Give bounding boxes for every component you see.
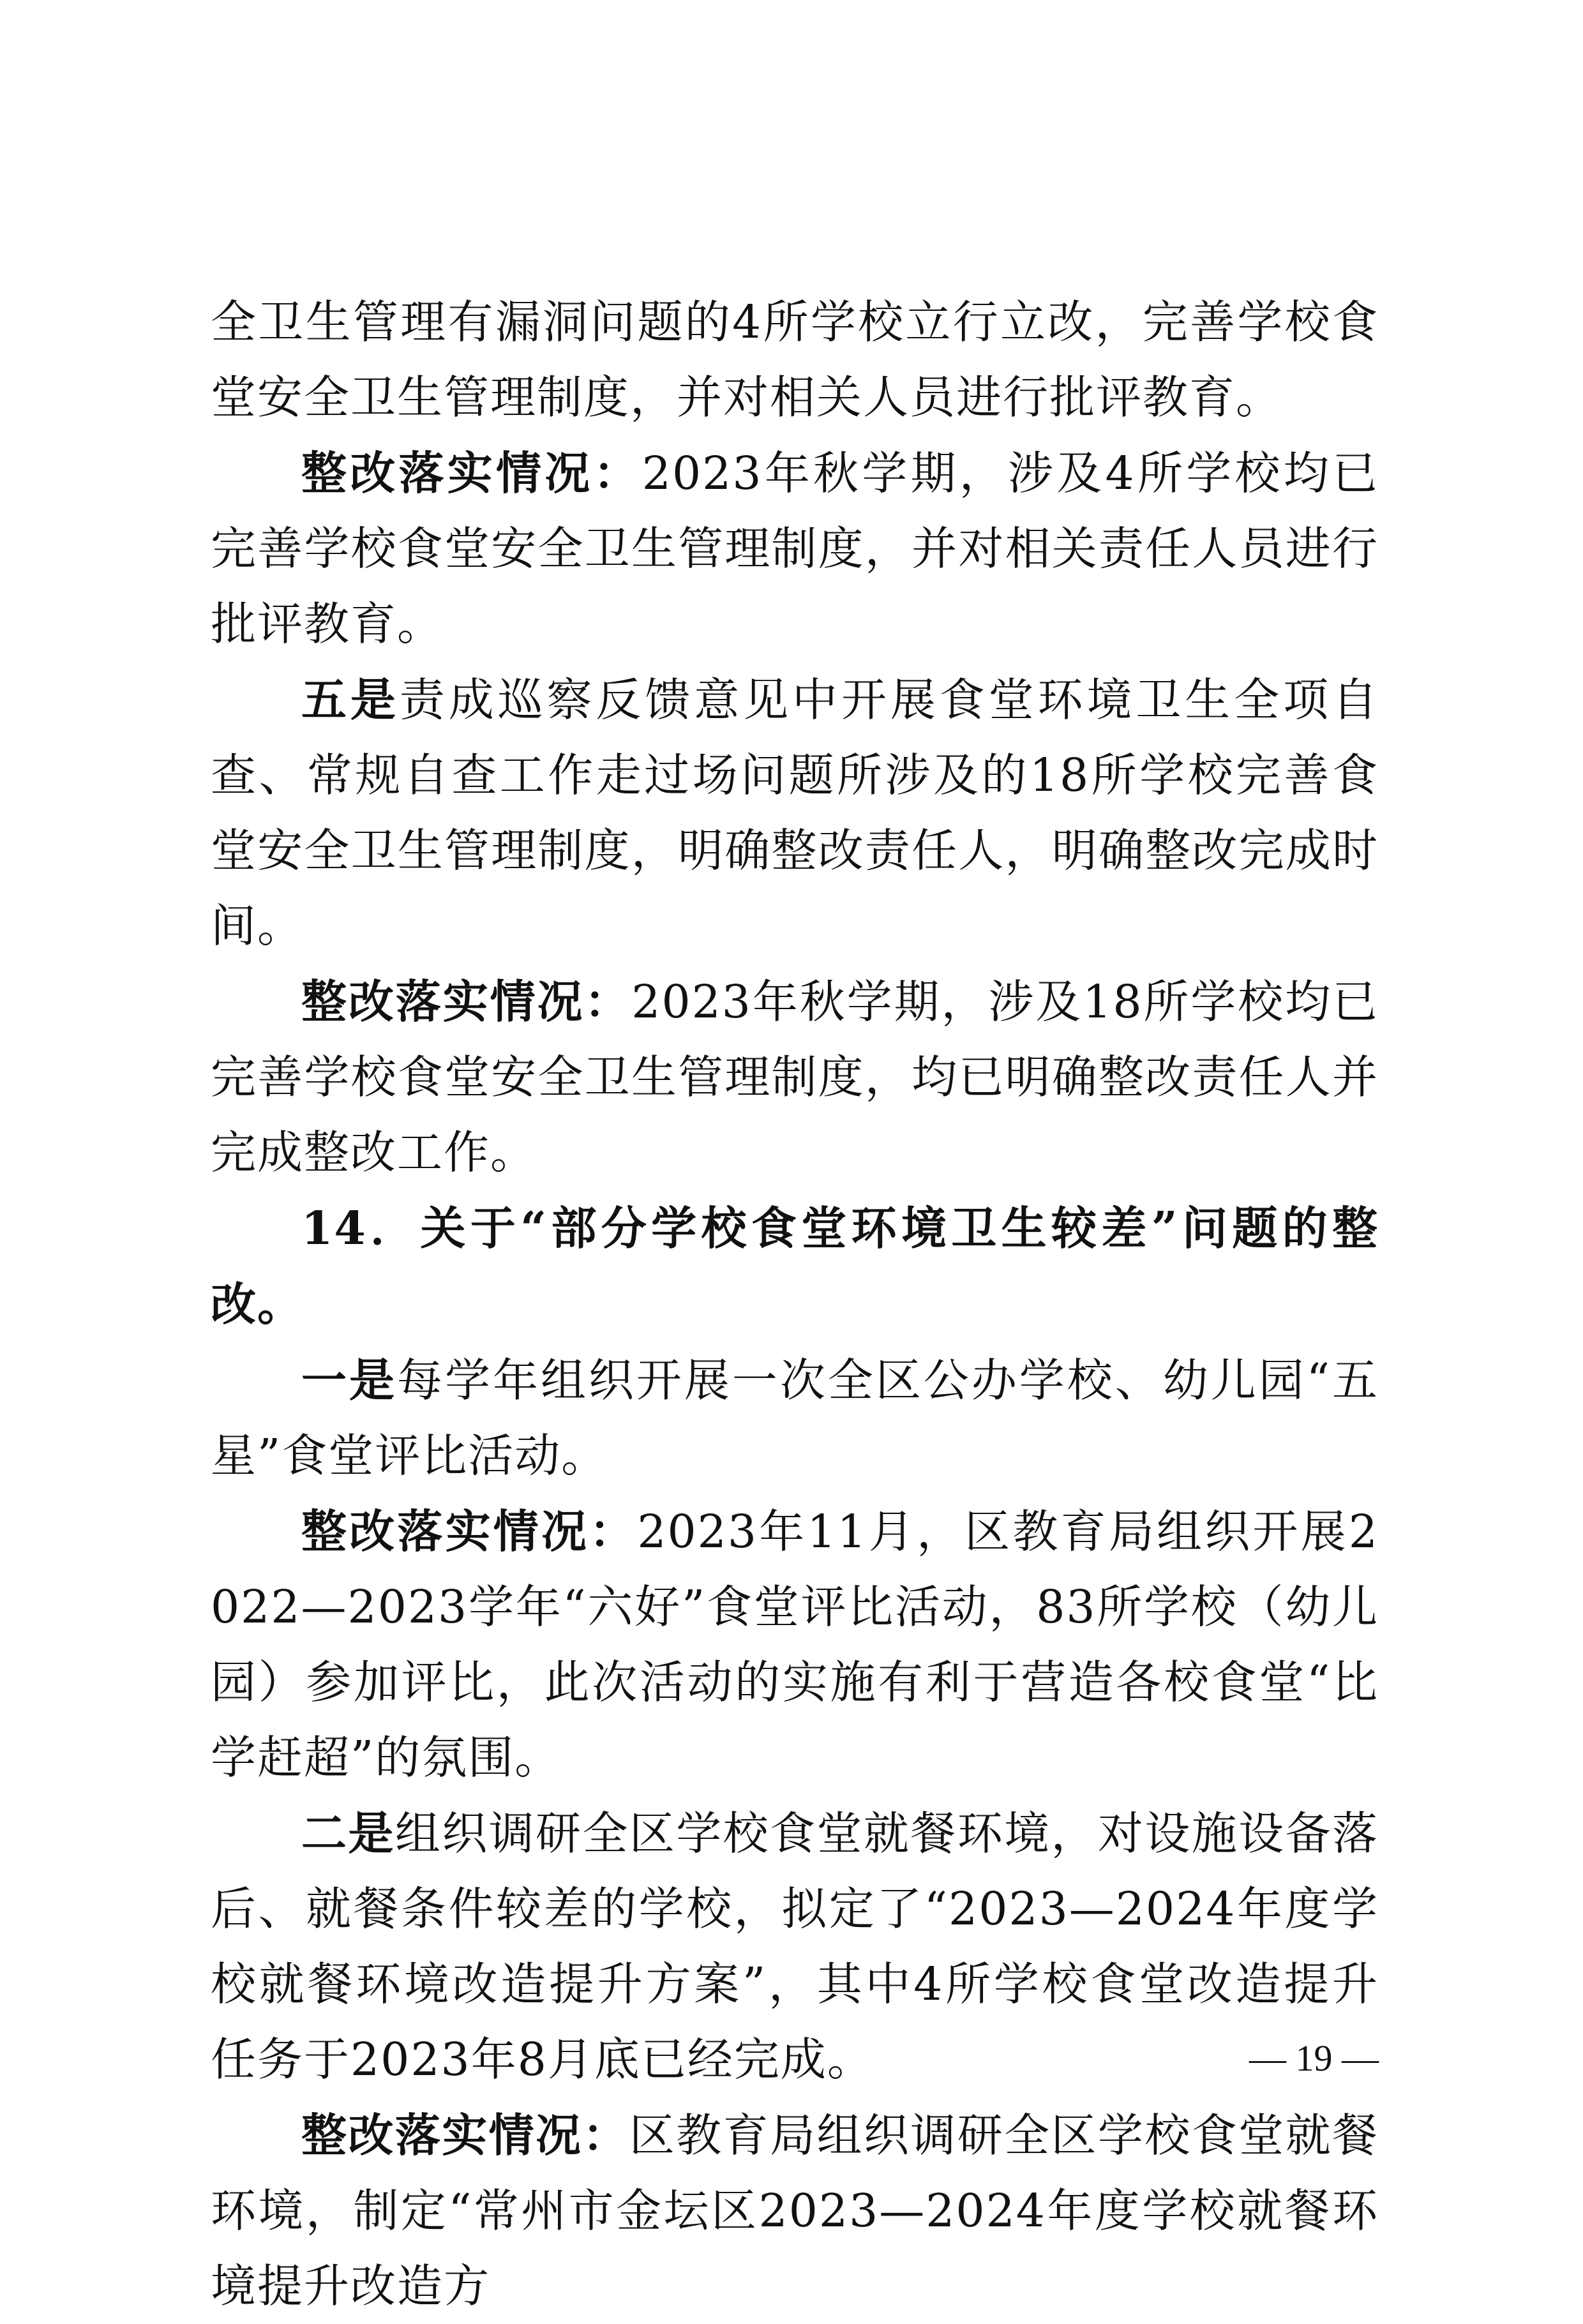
section-title: 关于“部分学校食堂环境卫生较差”问题的整改。 xyxy=(211,1201,1379,1331)
paragraph-text: 2023年秋学期，涉及18所学校均已完善学校食堂安全卫生管理制度，均已明确整改责任人并完成整改工作。 xyxy=(211,975,1379,1179)
paragraph-lead: 五是 xyxy=(301,673,400,726)
paragraph-8 xyxy=(211,1795,1379,2097)
paragraph-text: 责成巡察反馈意见中开展食堂环境卫生全项自查、常规自查工作走过场问题所涉及的18所学校完善食堂安全卫生管理制度，明确整改责任人，明确整改完成时间。 xyxy=(211,673,1379,952)
paragraph-7 xyxy=(211,1494,1379,1795)
page-number: — 19 — xyxy=(1249,2037,1379,2079)
paragraph-6 xyxy=(211,1342,1379,1494)
paragraph-3 xyxy=(211,662,1379,964)
paragraph-lead: 二是 xyxy=(301,1806,395,1860)
paragraph-1 xyxy=(211,284,1379,435)
paragraph-text: 组织调研全区学校食堂就餐环境，对设施设备落后、就餐条件较差的学校，拟定了“2023—2024年度学校就餐环境改造提升方案”，其中4所学校食堂改造提升任务于2023年8月底已经完成。 xyxy=(211,1807,1379,2086)
document-body xyxy=(211,284,1379,2324)
section-heading xyxy=(211,1190,1379,1342)
paragraph-text: 全卫生管理有漏洞问题的4所学校立行立改，完善学校食堂安全卫生管理制度，并对相关人员进行批评教育。 xyxy=(211,296,1379,424)
paragraph-text: 2023年11月，区教育局组织开展2022—2023学年“六好”食堂评比活动，83所学校（幼儿园）参加评比，此次活动的实施有利于营造各校食堂“比学赶超”的氛围。 xyxy=(211,1505,1379,1784)
paragraph-lead: 整改落实情况： xyxy=(301,446,642,500)
paragraph-text: 每学年组织开展一次全区公办学校、幼儿园“五星”食堂评比活动。 xyxy=(211,1354,1379,1482)
paragraph-2 xyxy=(211,435,1379,662)
paragraph-lead: 整改落实情况： xyxy=(301,1504,638,1558)
paragraph-text: 区教育局组织调研全区学校食堂就餐环境，制定“常州市金坛区2023—2024年度学校就餐环境提升改造方 xyxy=(211,2109,1379,2313)
paragraph-4 xyxy=(211,964,1379,1190)
paragraph-9 xyxy=(211,2097,1379,2324)
section-number: 14． xyxy=(301,1201,421,1255)
paragraph-lead: 一是 xyxy=(301,1353,397,1407)
paragraph-lead: 整改落实情况： xyxy=(301,2108,629,2162)
paragraph-text: 2023年秋学期，涉及4所学校均已完善学校食堂安全卫生管理制度，并对相关责任人员进行批评教育。 xyxy=(211,447,1379,650)
paragraph-lead: 整改落实情况： xyxy=(301,975,632,1028)
